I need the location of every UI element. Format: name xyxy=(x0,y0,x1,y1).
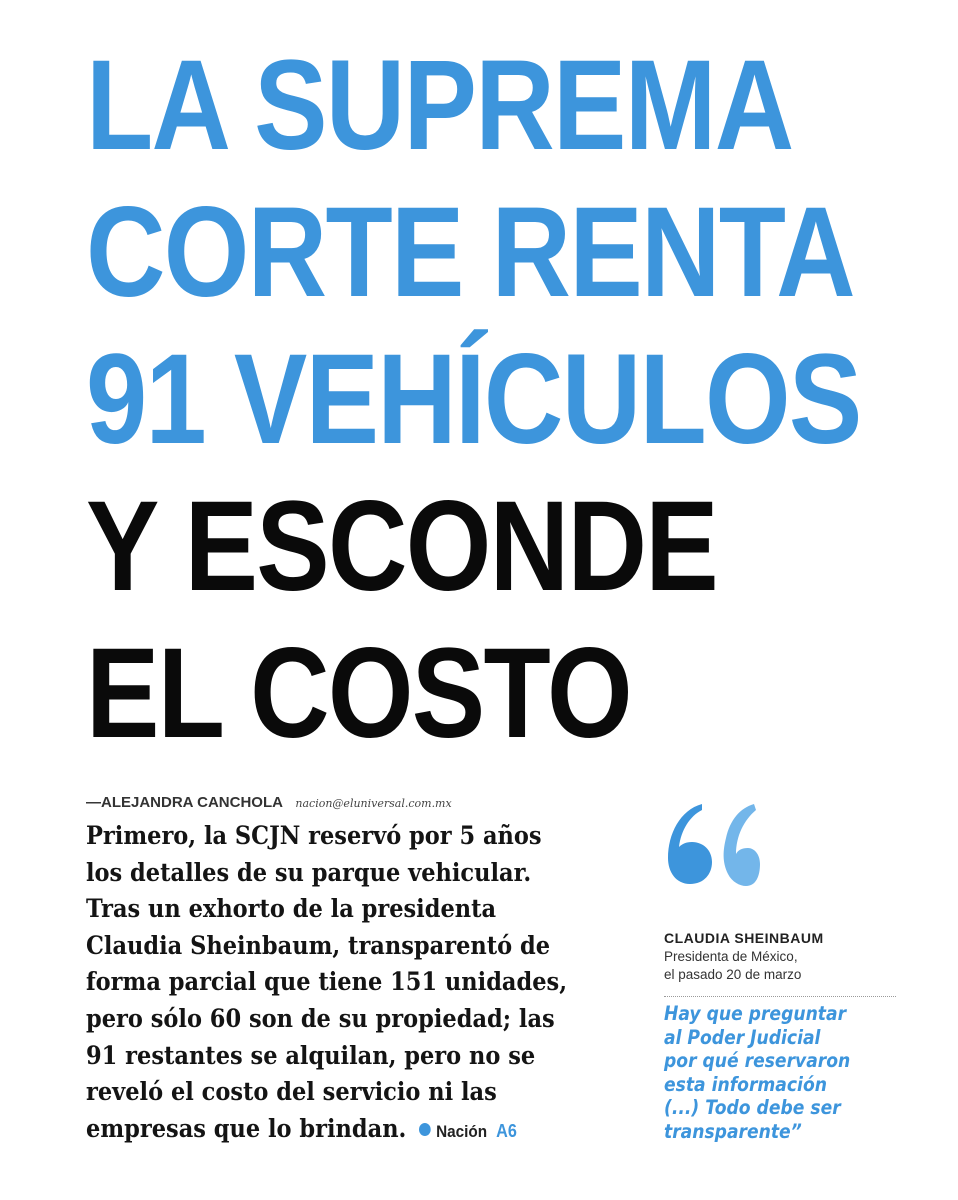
quote-author-role xyxy=(664,948,864,984)
quote-line: por qué reservaron xyxy=(664,1049,851,1073)
body-line: los detalles de su parque vehicular. xyxy=(86,857,532,887)
byline xyxy=(86,794,452,812)
body-line-text: empresas que lo brindan. xyxy=(86,1113,407,1143)
headline-line-2: CORTE RENTA xyxy=(86,181,854,324)
body-line: reveló el costo del servicio ni las xyxy=(86,1077,497,1107)
quote-role-line: Presidenta de México, xyxy=(664,949,798,964)
quote-line: al Poder Judicial xyxy=(664,1025,821,1049)
headline-line-4: Y ESCONDE xyxy=(86,475,717,618)
quote-line: Hay que preguntar xyxy=(664,1002,847,1025)
body-line: Primero, la SCJN reservó por 5 años xyxy=(86,821,542,850)
quote-text xyxy=(664,1002,904,1144)
body-line: forma parcial que tiene 151 unidades, xyxy=(86,967,568,997)
headline xyxy=(86,32,958,767)
body-last-line xyxy=(86,1111,590,1151)
byline-author: —ALEJANDRA CANCHOLA xyxy=(86,794,283,811)
section-name: Nación xyxy=(436,1121,488,1141)
byline-email: nacion@eluniversal.com.mx xyxy=(295,797,452,810)
quote-divider xyxy=(664,996,896,997)
quote-mark-icon xyxy=(658,796,760,898)
page-reference: A6 xyxy=(496,1120,517,1141)
body-line: pero sólo 60 son de su propiedad; las xyxy=(86,1003,555,1033)
quote-author: CLAUDIA SHEINBAUM xyxy=(664,930,824,946)
body-line: Tras un exhorto de la presidenta xyxy=(86,894,497,924)
article-body xyxy=(86,818,646,1150)
bullet-dot-icon xyxy=(419,1123,431,1136)
quote-line: (...) Todo debe ser xyxy=(664,1096,841,1120)
headline-line-1: LA SUPREMA xyxy=(86,34,793,177)
headline-line-3: 91 VEHÍCULOS xyxy=(86,328,861,471)
quote-line: esta información xyxy=(664,1072,827,1096)
headline-line-5: EL COSTO xyxy=(86,622,631,765)
section-reference[interactable] xyxy=(419,1113,517,1151)
quote-date-line: el pasado 20 de marzo xyxy=(664,967,802,982)
quote-line: transparente” xyxy=(664,1119,802,1143)
body-line: 91 restantes se alquilan, pero no se xyxy=(86,1040,536,1070)
body-line: Claudia Sheinbaum, transparentó de xyxy=(86,930,551,960)
